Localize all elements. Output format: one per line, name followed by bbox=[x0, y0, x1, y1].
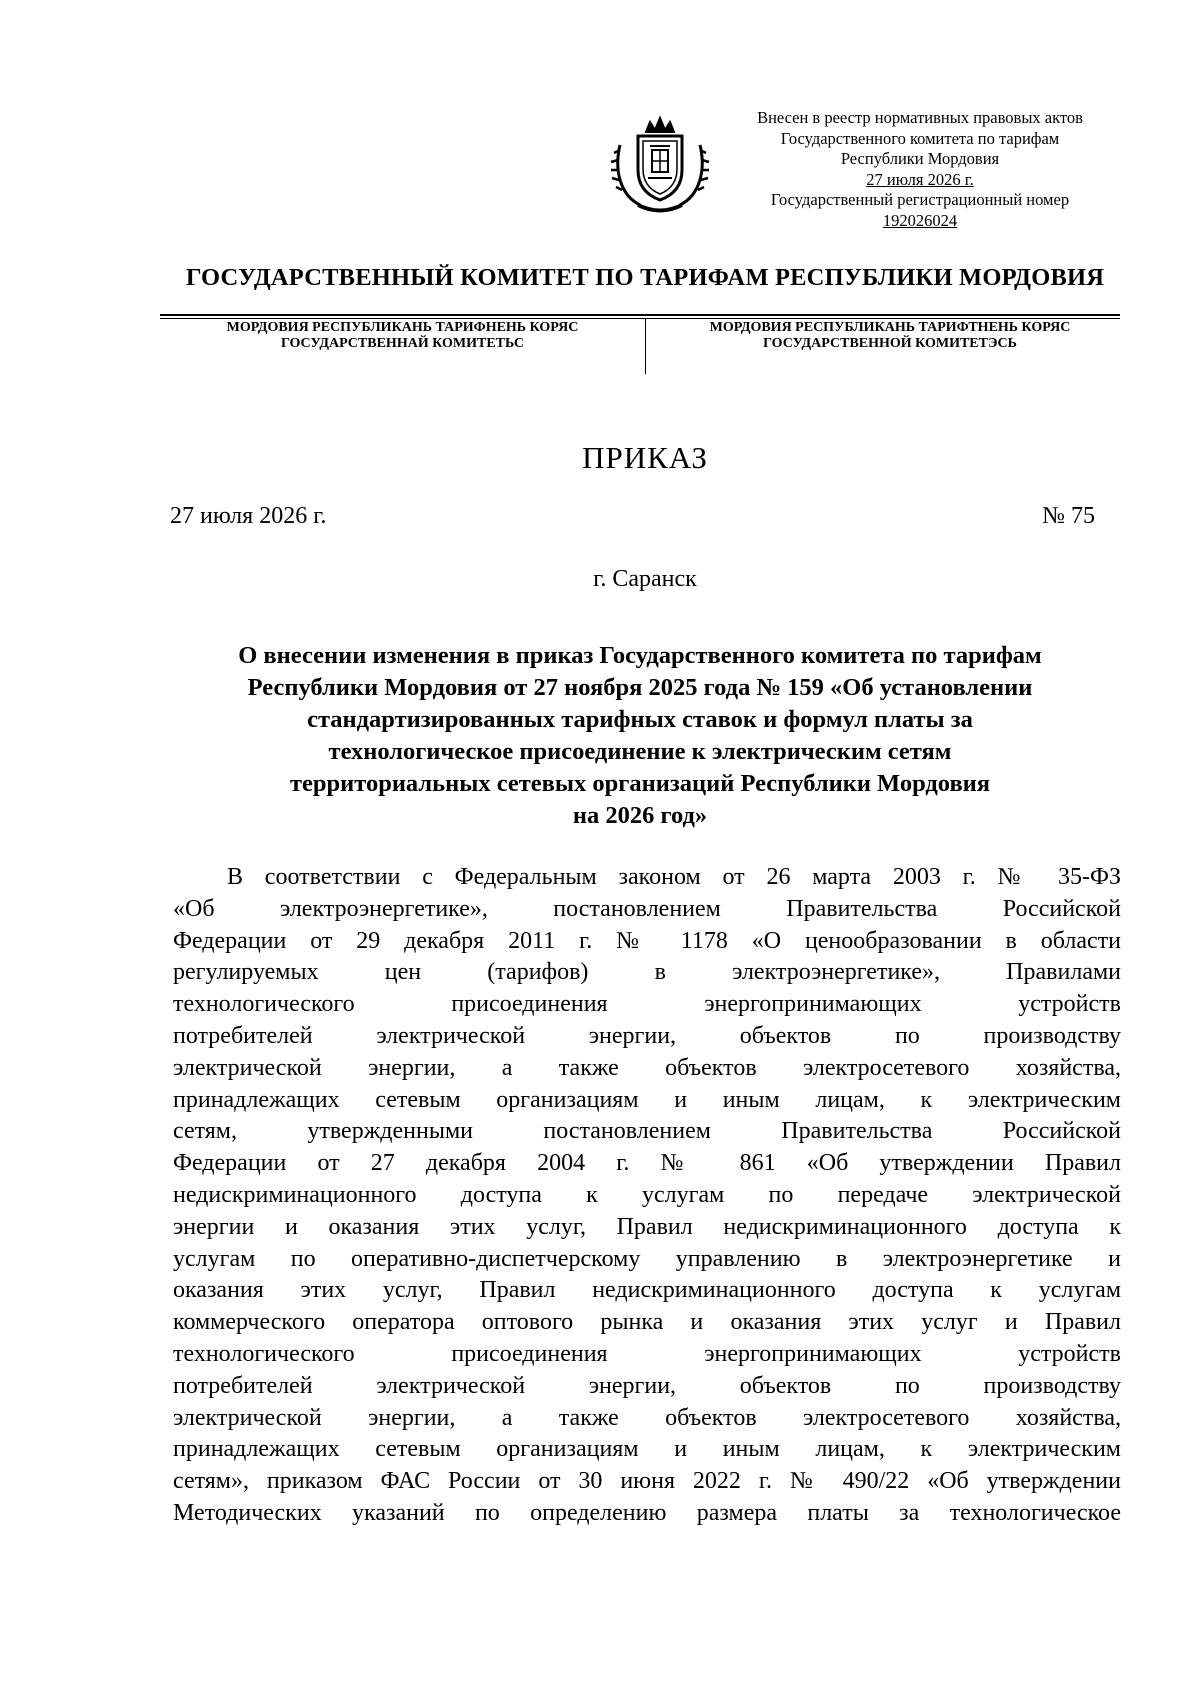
document-city: г. Саранск bbox=[593, 566, 697, 592]
registry-date: 27 июля 2026 г. bbox=[866, 169, 974, 189]
moksha-line-1: МОРДОВИЯ РЕСПУБЛИКАНЬ ТАРИФНЕНЬ КОРЯС bbox=[226, 320, 579, 335]
heading-line: стандартизированных тарифных ставок и формул платы за bbox=[307, 706, 973, 733]
header-vertical-divider bbox=[645, 318, 646, 374]
coat-of-arms-emblem bbox=[610, 110, 710, 220]
body-line: принадлежащих сетевым организациям и иным лицам, к электрическим bbox=[173, 1436, 1121, 1463]
document-date: 27 июля 2026 г. bbox=[170, 503, 327, 529]
registry-number: 192026024 bbox=[882, 210, 958, 230]
body-line: регулируемых цен (тарифов) в электроэнергетике», Правилами bbox=[173, 959, 1121, 986]
document-number: № 75 bbox=[1042, 503, 1095, 529]
body-line: электрической энергии, а также объектов электросетевого хозяйства, bbox=[173, 1054, 1121, 1081]
registry-line-3: Республики Мордовия bbox=[840, 149, 1000, 168]
body-line: Федерации от 27 декабря 2004 г. № 861 «Об утверждении Правил bbox=[173, 1150, 1121, 1177]
heading-line: технологическое присоединение к электрическим сетям bbox=[328, 738, 952, 765]
heading-line: Республики Мордовия от 27 ноября 2025 года № 159 «Об установлении bbox=[247, 674, 1033, 701]
body-line: электрической энергии, а также объектов электросетевого хозяйства, bbox=[173, 1404, 1121, 1431]
erzya-line-2: ГОСУДАРСТВЕННОЙ КОМИТЕТЭСЬ bbox=[763, 336, 1017, 351]
body-line: технологического присоединения энергопринимающих устройств bbox=[173, 991, 1121, 1018]
body-line: Методических указаний по определению размера платы за технологическое bbox=[173, 1499, 1121, 1526]
body-line: услугам по оперативно-диспетчерскому управлению в электроэнергетике и bbox=[173, 1245, 1121, 1272]
body-line: сетям, утвержденными постановлением Правительства Российской bbox=[173, 1118, 1121, 1145]
document-type: ПРИКАЗ bbox=[582, 440, 708, 475]
body-line: потребителей электрической энергии, объектов по производству bbox=[173, 1022, 1121, 1049]
moksha-line-2: ГОСУДАРСТВЕННАЙ КОМИТЕТЬС bbox=[280, 336, 525, 351]
body-line: принадлежащих сетевым организациям и иным лицам, к электрическим bbox=[173, 1086, 1121, 1113]
body-line: коммерческого оператора оптового рынка и оказания этих услуг и Правил bbox=[173, 1309, 1121, 1336]
document-heading bbox=[160, 640, 1120, 832]
body-line: сетям», приказом ФАС России от 30 июня 2022 г. № 490/22 «Об утверждении bbox=[173, 1468, 1121, 1495]
document-body bbox=[173, 862, 1121, 1530]
registry-line-5: Государственный регистрационный номер bbox=[770, 190, 1070, 209]
heading-line: на 2026 год» bbox=[572, 802, 708, 829]
body-line: Федерации от 29 декабря 2011 г. № 1178 «О ценообразовании в области bbox=[173, 927, 1121, 954]
erzya-line-1: МОРДОВИЯ РЕСПУБЛИКАНЬ ТАРИФТНЕНЬ КОРЯС bbox=[709, 320, 1071, 335]
registry-line-1: Внесен в реестр нормативных правовых актов bbox=[757, 108, 1083, 127]
body-line: технологического присоединения энергопринимающих устройств bbox=[173, 1340, 1121, 1367]
registry-note bbox=[720, 108, 1120, 231]
registry-line-2: Государственного комитета по тарифам bbox=[780, 128, 1060, 148]
erzya-name-block bbox=[660, 320, 1120, 352]
body-line: потребителей электрической энергии, объектов по производству bbox=[173, 1372, 1121, 1399]
header-divider-thin bbox=[160, 318, 1120, 319]
organization-title: ГОСУДАРСТВЕННЫЙ КОМИТЕТ ПО ТАРИФАМ РЕСПУБЛИКИ МОРДОВИЯ bbox=[185, 264, 1105, 291]
heading-line: территориальных сетевых организаций Республики Мордовия bbox=[289, 770, 991, 797]
header-divider-thick bbox=[160, 314, 1120, 316]
body-line: оказания этих услуг, Правил недискриминационного доступа к услугам bbox=[173, 1277, 1121, 1304]
moksha-name-block bbox=[175, 320, 630, 352]
body-line: недискриминационного доступа к услугам по передаче электрической bbox=[173, 1181, 1121, 1208]
heading-line: О внесении изменения в приказ Государственного комитета по тарифам bbox=[238, 642, 1042, 669]
body-line: энергии и оказания этих услуг, Правил недискриминационного доступа к bbox=[173, 1213, 1121, 1240]
body-line: В соответствии с Федеральным законом от 26 марта 2003 г. № 35-ФЗ bbox=[227, 864, 1121, 890]
body-line: «Об электроэнергетике», постановлением Правительства Российской bbox=[173, 895, 1121, 922]
